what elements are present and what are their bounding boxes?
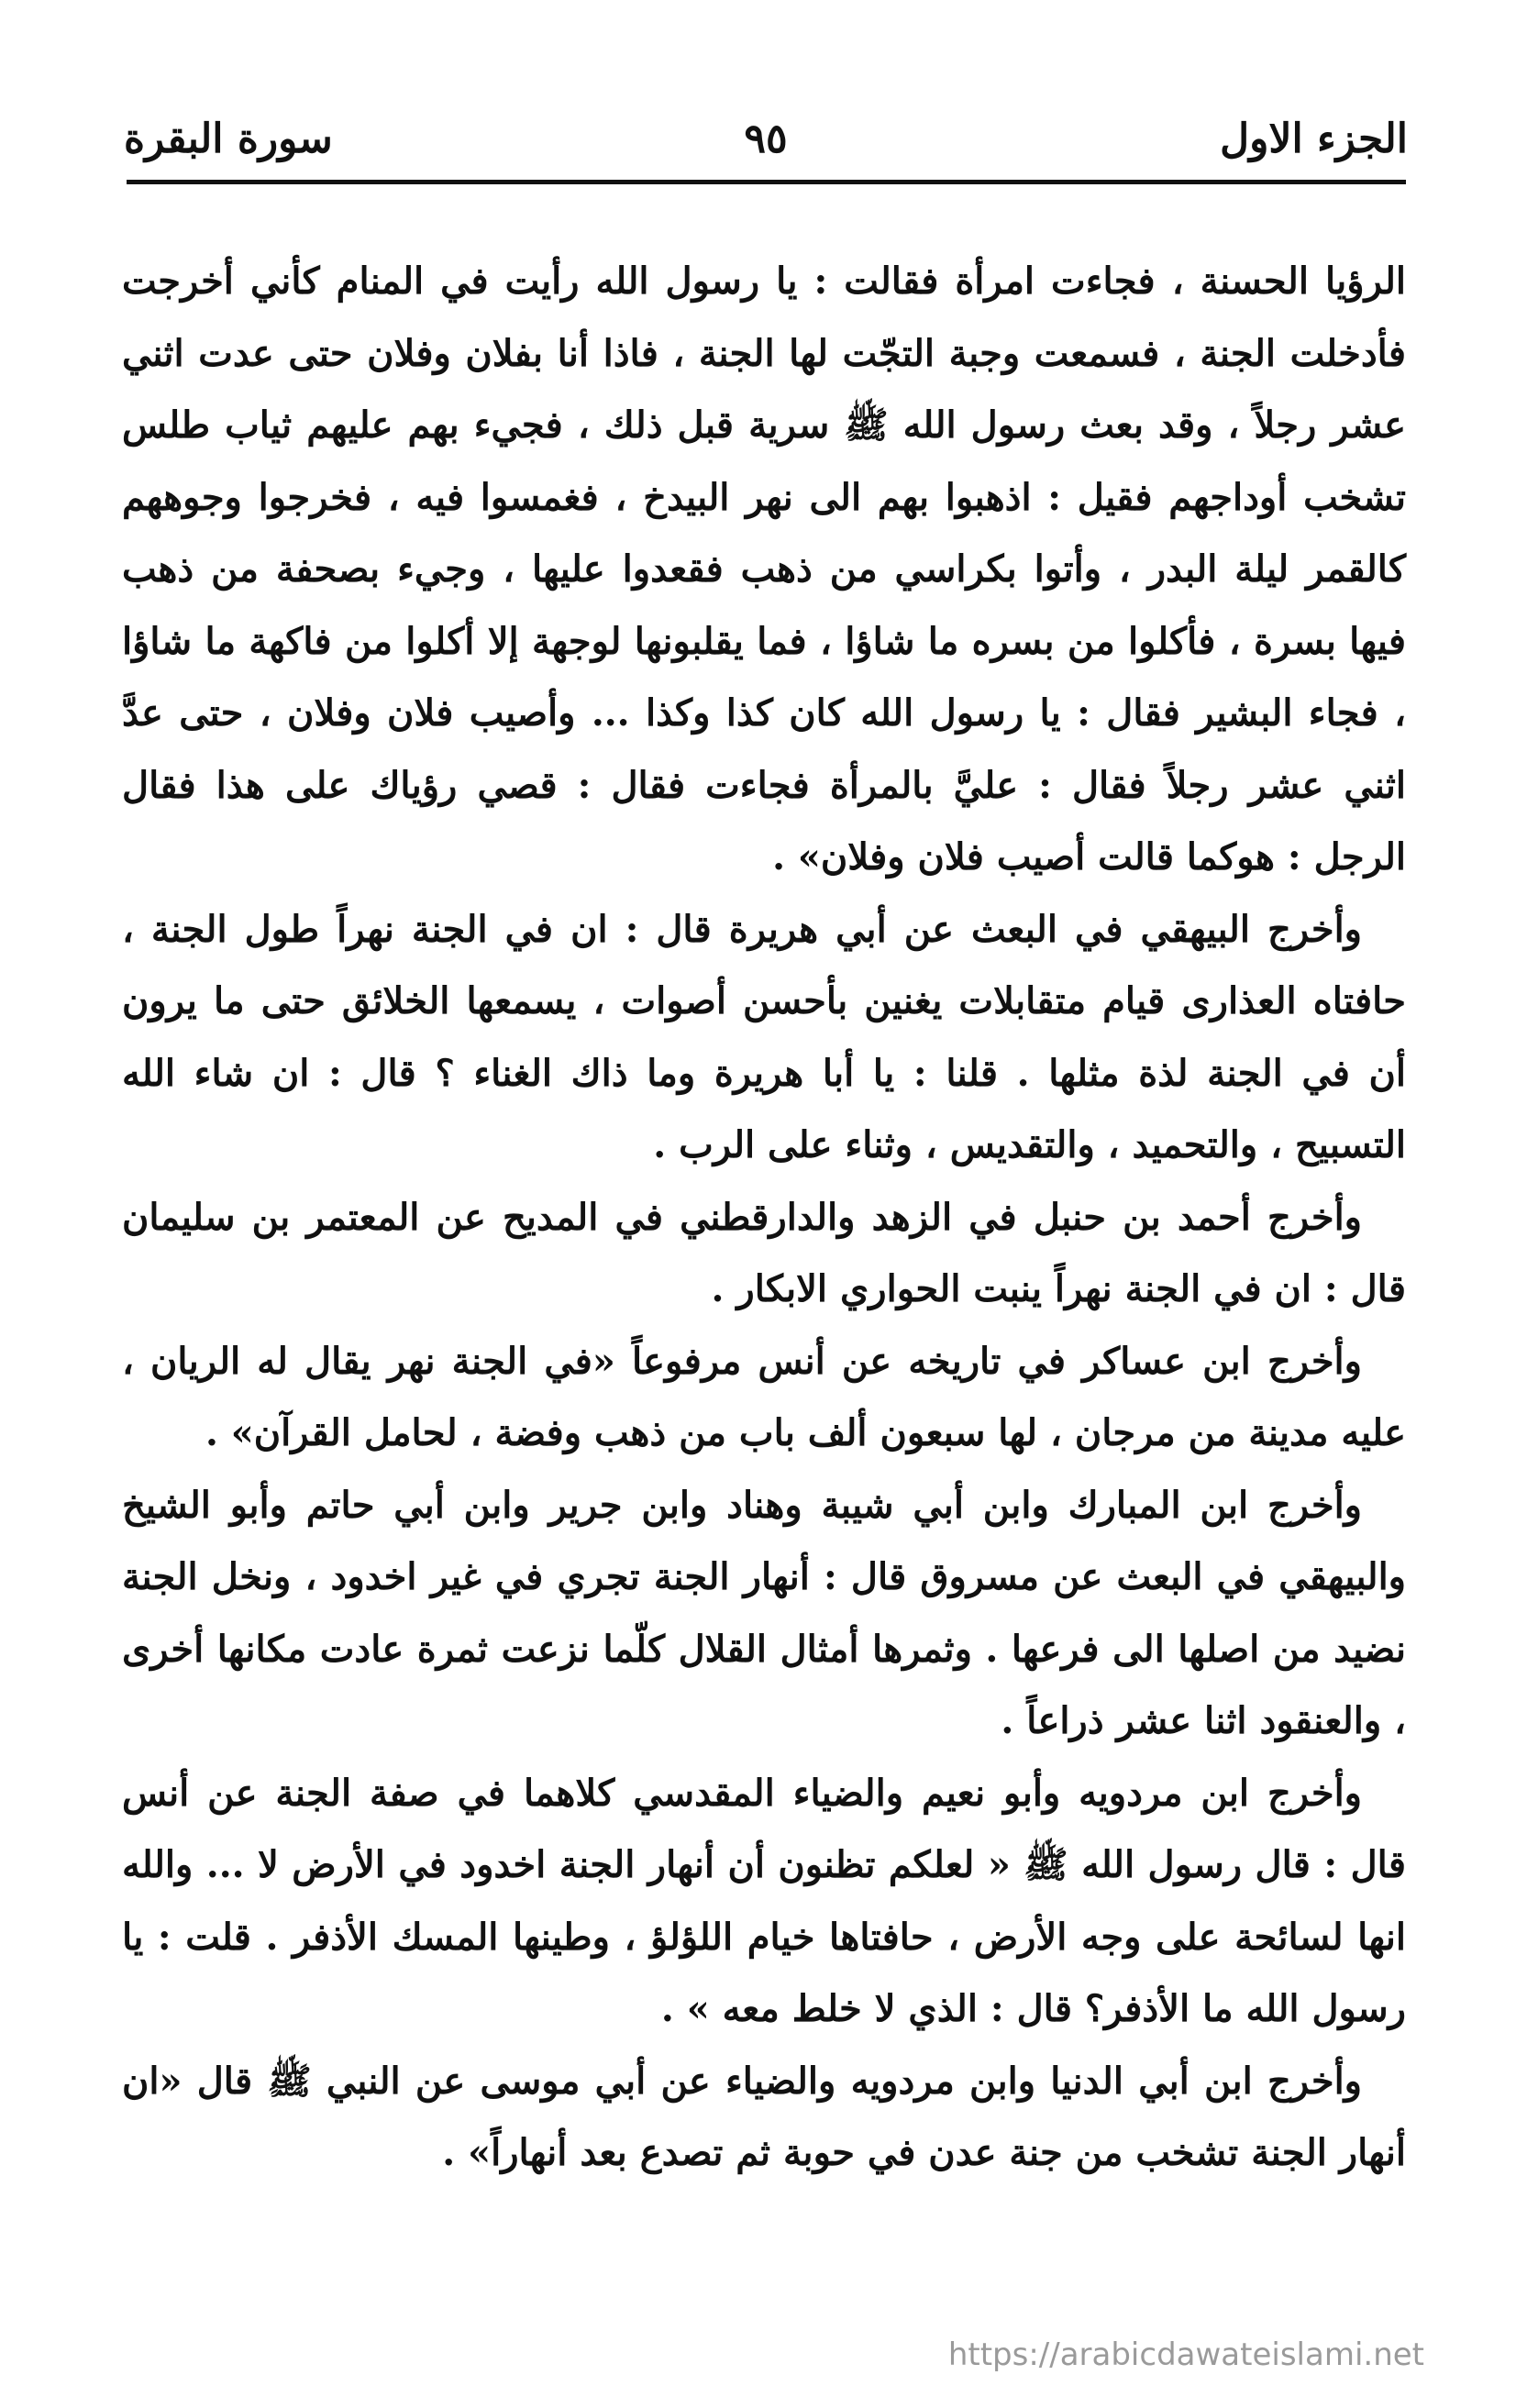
page-number: ٩٥ (744, 116, 788, 162)
paragraph-6: وأخرج ابن مردويه وأبو نعيم والضياء المقدسي كلاهما في صفة الجنة عن أنس قال : قال رسول الله ﷺ « لعلكم تظنون أن أنهار الجنة اخدود في الأرض لا ... والله انها لسائحة على وجه الأرض ، حافتاها خيام اللؤلؤ ، وطينها المسك الأذفر . قلت : يا رسول الله ما الأذفر؟ قال : الذي لا خلط معه » . (122, 1771, 1406, 2030)
page-header (124, 103, 1408, 176)
paragraph-2: وأخرج البيهقي في البعث عن أبي هريرة قال : ان في الجنة نهراً طول الجنة ، حافتاه العذارى قيام متقابلات يغنين بأحسن أصوات ، يسمعها الخلائق حتى ما يرون أن في الجنة لذة مثلها . قلنا : يا أبا هريرة وما ذاك الغناء ؟ قال : ان شاء الله التسبيح ، والتحميد ، والتقديس ، وثناء على الرب . (122, 907, 1406, 1166)
header-part-label: الجزء الاول (1220, 116, 1408, 162)
paragraph-3: وأخرج أحمد بن حنبل في الزهد والدارقطني في المديح عن المعتمر بن سليمان قال : ان في الجنة نهراً ينبت الحواري الابكار . (122, 1195, 1406, 1310)
body-text (122, 246, 1406, 2190)
paragraph-4: وأخرج ابن عساكر في تاريخه عن أنس مرفوعاً «في الجنة نهر يقال له الريان ، عليه مدينة من مرجان ، لها سبعون ألف باب من ذهب وفضة ، لحامل القرآن» . (122, 1339, 1406, 1454)
paragraph-7: وأخرج ابن أبي الدنيا وابن مردويه والضياء عن أبي موسى عن النبي ﷺ قال «ان أنهار الجنة تشخب من جنة عدن في حوبة ثم تصدع بعد أنهاراً» . (122, 2059, 1406, 2174)
paragraph-1: الرؤيا الحسنة ، فجاءت امرأة فقالت : يا رسول الله رأيت في المنام كأني أخرجت فأدخلت الجنة ، فسمعت وجبة التجّت لها الجنة ، فاذا أنا بفلان وفلان حتى عدت اثني عشر رجلاً ، وقد بعث رسول الله ﷺ سرية قبل ذلك ، فجيء بهم عليهم ثياب طلس تشخب أوداجهم فقيل : اذهبوا بهم الى نهر البيدخ ، فغمسوا فيه ، فخرجوا وجوههم كالقمر ليلة البدر ، وأتوا بكراسي من ذهب فقعدوا عليها ، وجيء بصحفة من ذهب فيها بسرة ، فأكلوا من بسره ما شاؤا ، فما يقلبونها لوجهة إلا أكلوا من فاكهة ما شاؤا ، فجاء البشير فقال : يا رسول الله كان كذا وكذا ... وأصيب فلان وفلان ، حتى عدَّ اثني عشر رجلاً فقال : عليَّ بالمرأة فجاءت فقال : قصي رؤياك على هذا فقال الرجل : هوكما قالت أصيب فلان وفلان» . (122, 260, 1406, 878)
source-watermark: https://arabicdawateislami.net (947, 2336, 1424, 2373)
header-surah-label: سورة البقرة (124, 116, 333, 162)
header-divider (127, 180, 1406, 184)
paragraph-5: وأخرج ابن المبارك وابن أبي شيبة وهناد وابن جرير وابن أبي حاتم وأبو الشيخ والبيهقي في البعث عن مسروق قال : أنهار الجنة تجري في غير اخدود ، ونخل الجنة نضيد من اصلها الى فرعها . وثمرها أمثال القلال كلّما نزعت ثمرة عادت مكانها أخرى ، والعنقود اثنا عشر ذراعاً . (122, 1483, 1406, 1742)
